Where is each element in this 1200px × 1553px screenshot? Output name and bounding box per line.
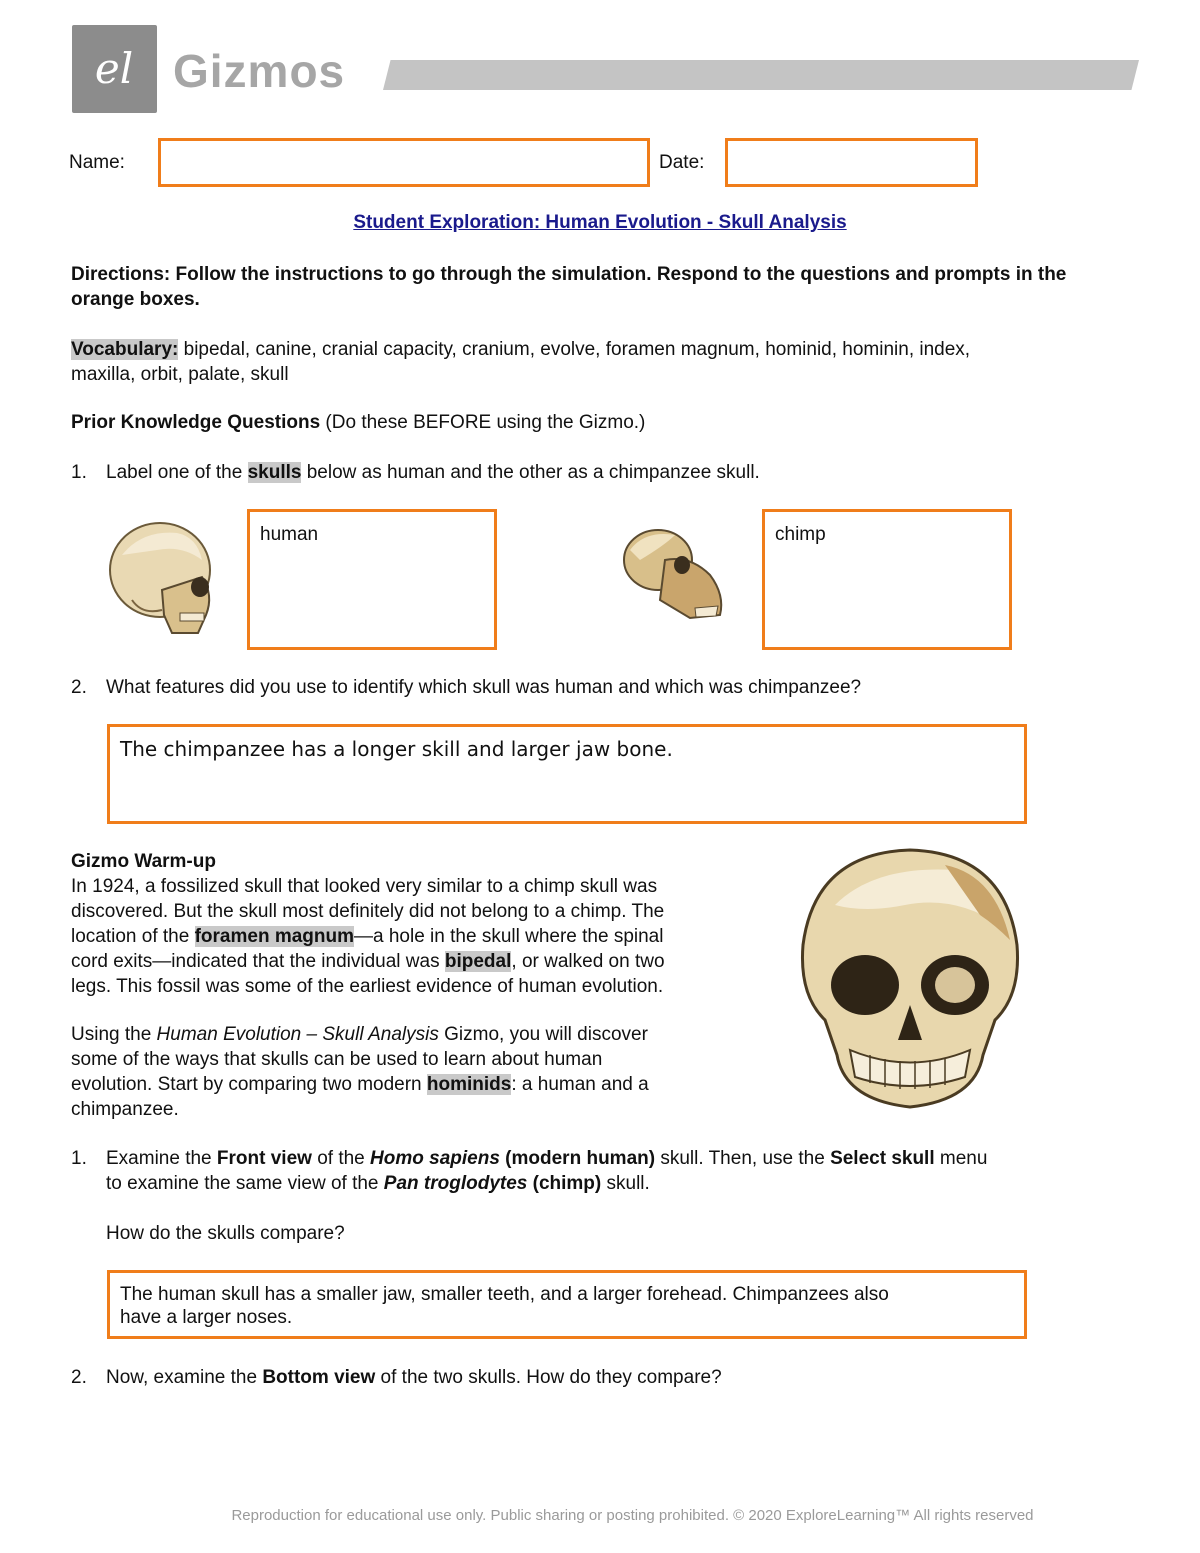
question-number: 1. (71, 462, 87, 483)
warmup-text: Gizmo, you will discover (438, 1024, 648, 1045)
name-field[interactable] (158, 138, 650, 187)
warmup-text: Using the (71, 1024, 157, 1045)
warmup-text: some of the ways that skulls can be used to learn about human (71, 1049, 603, 1070)
answer-text: human (260, 524, 319, 545)
svg-text:el: el (94, 44, 134, 93)
q-text: menu (934, 1148, 988, 1169)
answer-text: The chimpanzee has a longer skill and larger jaw bone. (120, 737, 673, 761)
section-heading: Prior Knowledge Questions (71, 412, 321, 433)
q-text: Label one of the (106, 462, 248, 483)
page-title: Student Exploration: Human Evolution - Skull Analysis (353, 212, 847, 233)
q-bold: Front view (216, 1148, 312, 1169)
q-text: of the two skulls. How do they compare? (375, 1367, 722, 1388)
warmup-text: In 1924, a fossilized skull that looked very similar to a chimp skull was (71, 876, 658, 897)
directions: Directions: Follow the instructions to go through the simulation. Respond to the questions and prompts in the orange boxes. (71, 264, 1067, 310)
species-name: Pan troglodytes (383, 1173, 528, 1194)
answer-box-chimp[interactable] (762, 509, 1012, 650)
warmup-paragraph-1 (71, 849, 771, 999)
vocabulary-list-2: maxilla, orbit, palate, skull (71, 364, 289, 385)
q-text: Examine the (106, 1148, 217, 1169)
vocab-highlight: foramen magnum (194, 926, 355, 947)
answer-box-q2[interactable] (107, 724, 1027, 824)
warmup-heading: Gizmo Warm-up (71, 851, 216, 872)
warmup-text: chimpanzee. (71, 1099, 179, 1120)
answer-text: chimp (775, 524, 826, 545)
warmup-text: evolution. Start by comparing two modern (71, 1074, 427, 1095)
date-label: Date: (659, 152, 705, 173)
brand-name: Gizmos (173, 45, 346, 97)
warmup-text: cord exits—indicated that the individual was (71, 951, 445, 972)
name-label: Name: (69, 152, 125, 173)
question-1-prompt: How do the skulls compare? (106, 1223, 345, 1244)
vocabulary-label: Vocabulary: (71, 339, 179, 360)
prior-knowledge-heading (71, 410, 1111, 435)
section-note: (Do these BEFORE using the Gizmo.) (320, 412, 646, 433)
vocab-highlight: skulls (247, 462, 302, 483)
q-bold: (chimp) (527, 1173, 602, 1194)
q-text: Now, examine the (106, 1367, 263, 1388)
vocabulary (71, 337, 1111, 387)
answer-box-human[interactable] (247, 509, 497, 650)
q-bold: Bottom view (262, 1367, 376, 1388)
warmup-text: legs. This fossil was some of the earliest evidence of human evolution. (71, 976, 664, 997)
warmup-text: discovered. But the skull most definitely did not belong to a chimp. The (71, 901, 665, 922)
species-name: Homo sapiens (370, 1148, 500, 1169)
vocab-highlight: hominids (426, 1074, 512, 1095)
q-bold: (modern human) (499, 1148, 656, 1169)
warmup-text: —a hole in the skull where the spinal (354, 926, 664, 947)
question-number: 2. (71, 677, 87, 698)
prior-question-2: What features did you use to identify which skull was human and which was chimpanzee? (106, 677, 862, 698)
q-text: skull. (601, 1173, 650, 1194)
brand-logo (72, 25, 157, 113)
q-text: to examine the same view of the (106, 1173, 384, 1194)
human-skull-front-image (795, 845, 1025, 1115)
q-text: skull. Then, use the (655, 1148, 831, 1169)
vocab-highlight: bipedal (444, 951, 512, 972)
date-field[interactable] (725, 138, 978, 187)
question-number: 2. (71, 1367, 87, 1388)
explorelearning-logo-icon (72, 25, 157, 113)
warmup-text: : a human and a (511, 1074, 649, 1095)
question-number: 1. (71, 1148, 87, 1169)
human-skull-side-image (102, 515, 222, 640)
q-text: of the (311, 1148, 371, 1169)
q-text: below as human and the other as a chimpanzee skull. (301, 462, 760, 483)
vocabulary-list-1: bipedal, canine, cranial capacity, cranium, evolve, foramen magnum, hominid, hominin, index, (178, 339, 971, 360)
warmup-text: , or walked on two (511, 951, 665, 972)
q-bold: Select skull (830, 1148, 935, 1169)
footer-copyright: Reproduction for educational use only. Public sharing or posting prohibited. © 2020 ExploreLearning™ All rights reserved (231, 1507, 1034, 1524)
question-2 (106, 1365, 722, 1390)
warmup-paragraph-2 (71, 1022, 771, 1122)
warmup-text: location of the (71, 926, 195, 947)
chimp-skull-side-image (620, 520, 730, 630)
answer-box-q1[interactable] (107, 1270, 1027, 1339)
prior-question-1 (106, 460, 760, 485)
header-bar (383, 60, 1139, 90)
question-1 (106, 1146, 1126, 1196)
answer-text: have a larger noses. (120, 1307, 293, 1328)
answer-text: The human skull has a smaller jaw, smaller teeth, and a larger forehead. Chimpanzees also (120, 1284, 889, 1305)
gizmo-name: Human Evolution – Skull Analysis (156, 1024, 439, 1045)
